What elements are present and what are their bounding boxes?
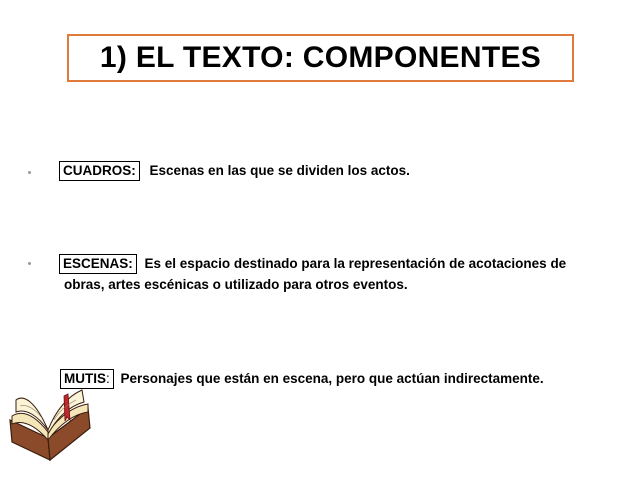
entry-mutis <box>60 368 544 389</box>
term-mutis-label: MUTIS <box>64 371 106 386</box>
definition-cuadros: Escenas en las que se dividen los actos. <box>149 163 410 178</box>
term-cuadros: CUADROS: <box>59 161 140 181</box>
definition-escenas-line1: Es el espacio destinado para la representación de acotaciones de <box>144 256 567 271</box>
bullet-cuadros <box>28 171 31 174</box>
bullet-escenas <box>28 262 31 265</box>
entry-escenas <box>59 253 566 295</box>
term-mutis-suffix: : <box>106 371 110 386</box>
page-title: 1) EL TEXTO: COMPONENTES <box>99 41 542 74</box>
open-book-icon <box>6 380 94 462</box>
definition-escenas-line2: obras, artes escénicas o utilizado para otros eventos. <box>64 277 408 292</box>
entry-cuadros <box>59 160 410 181</box>
term-escenas: ESCENAS: <box>59 254 137 274</box>
definition-mutis: Personajes que están en escena, pero que actúan indirectamente. <box>120 371 544 386</box>
title-box <box>67 34 574 82</box>
